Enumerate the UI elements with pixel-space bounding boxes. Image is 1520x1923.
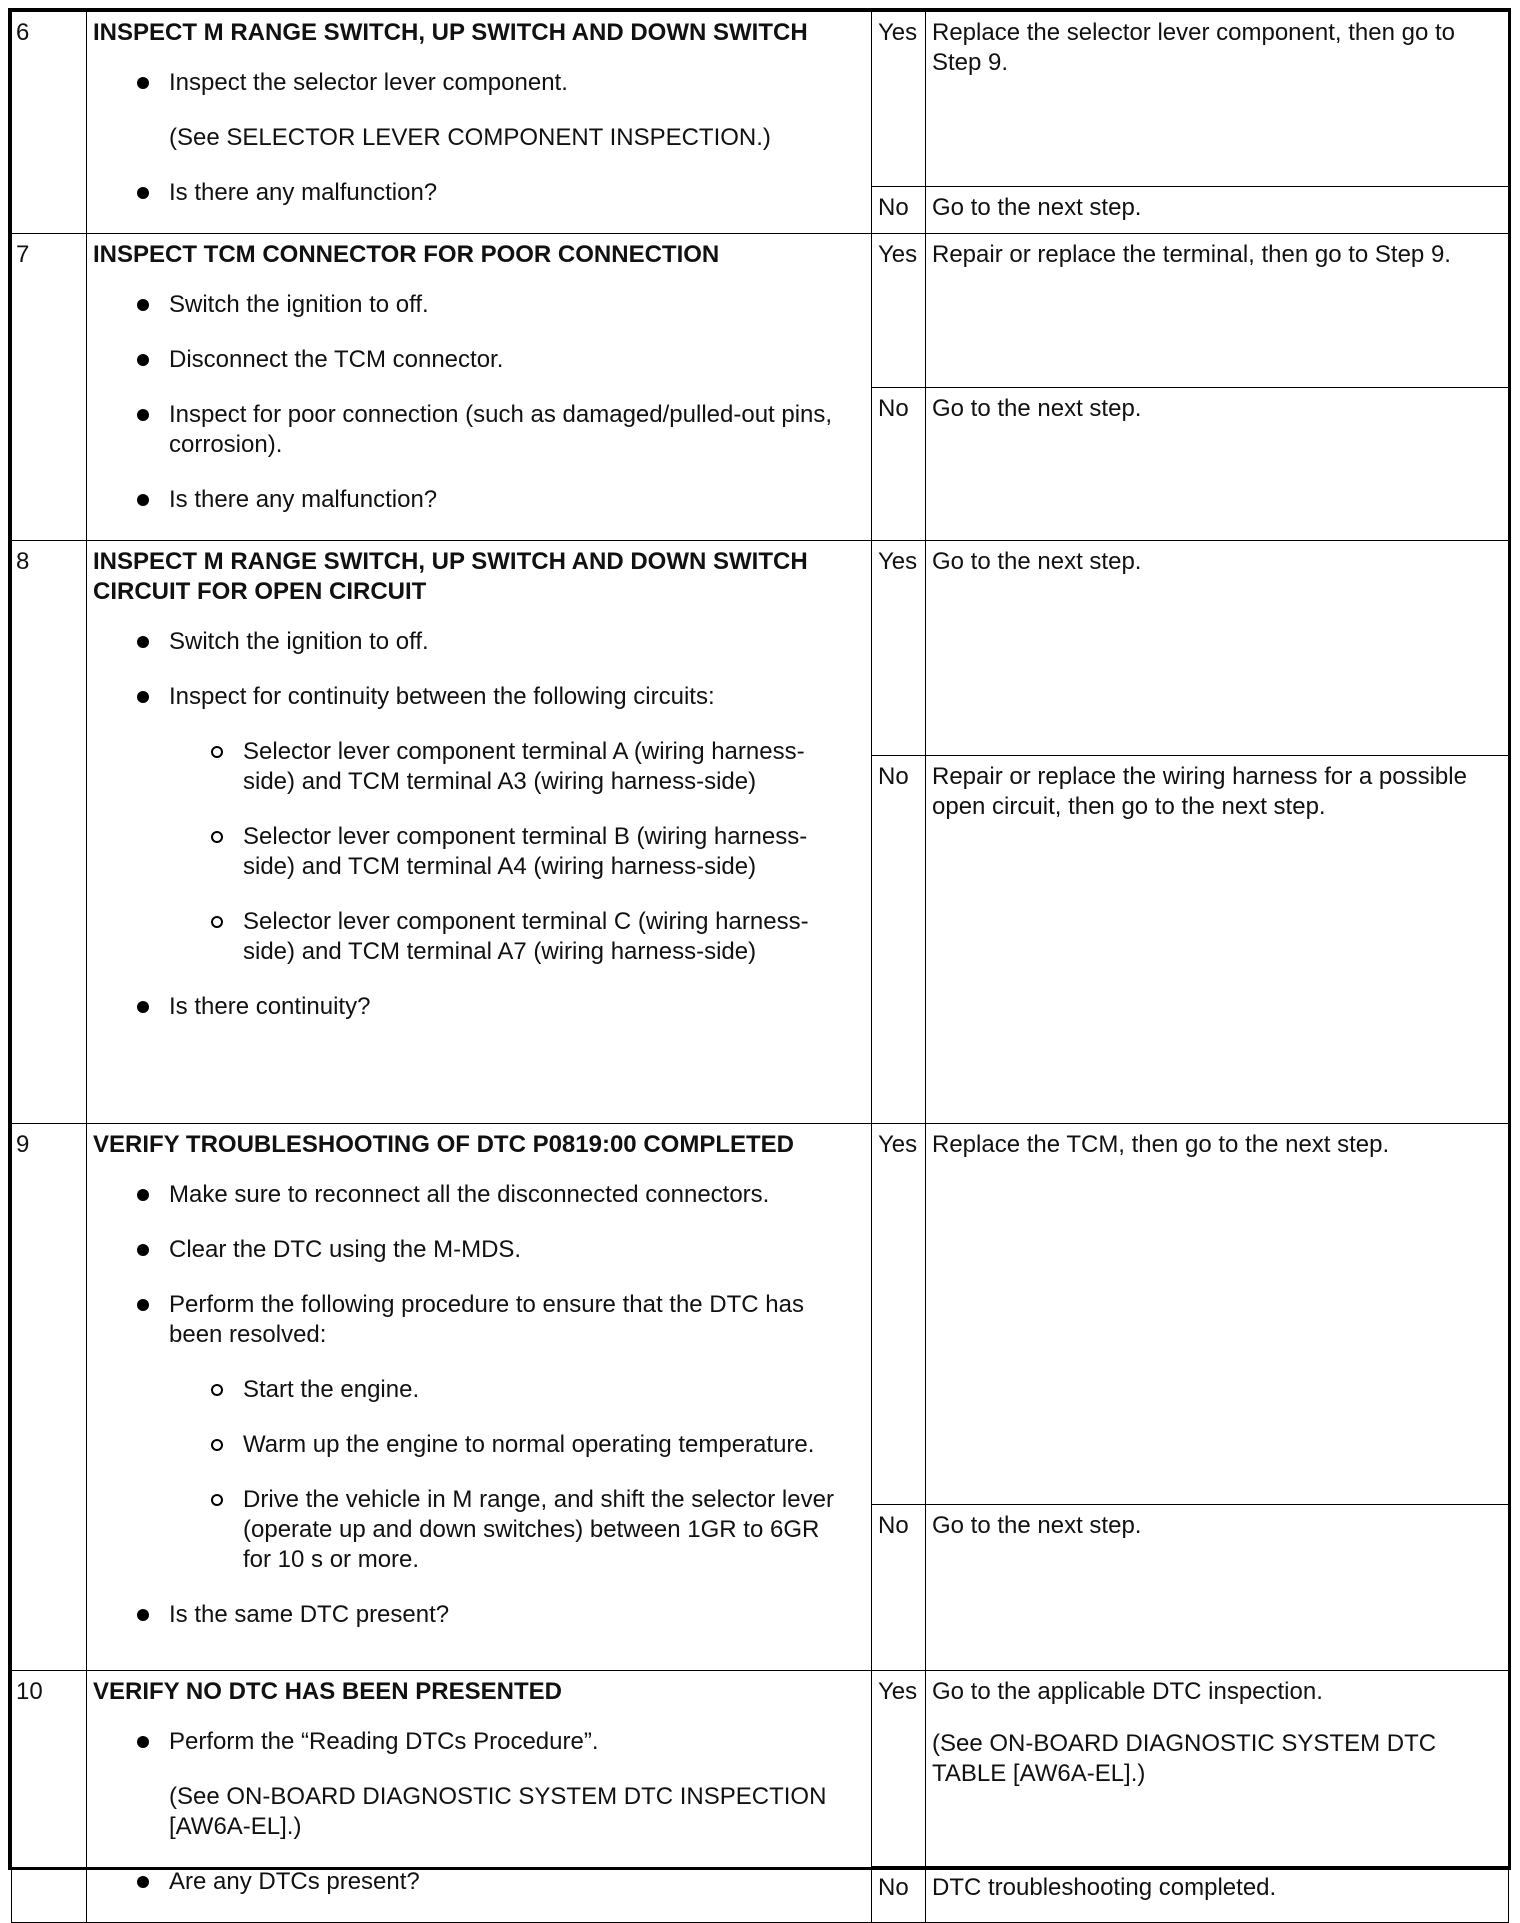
diagnostic-procedure-sheet [8, 8, 1511, 1901]
yes-action: Replace the TCM, then go to the next step. [926, 1124, 1509, 1505]
step-number: 6 [12, 12, 87, 234]
circle-bullet-icon [211, 831, 223, 843]
yes-action: Go to the next step. [926, 541, 1509, 756]
bullet-icon [137, 299, 149, 311]
step-description [87, 234, 872, 541]
subbullet-item: Selector lever component terminal C (wiring harness-side) and TCM terminal A7 (wiring harness-side) [93, 907, 853, 967]
bullet-item: Is there any malfunction? [93, 178, 853, 208]
bullet-icon [137, 354, 149, 366]
yes-action: Go to the applicable DTC inspection. [932, 1678, 1323, 1705]
subbullet-item: Warm up the engine to normal operating temperature. [93, 1430, 853, 1460]
subbullet-item: Start the engine. [93, 1375, 853, 1405]
bullet-icon [137, 1299, 149, 1311]
no-action: Repair or replace the wiring harness for a possible open circuit, then go to the next step. [926, 756, 1509, 1124]
step-number: 8 [12, 541, 87, 1124]
yes-label: Yes [872, 541, 926, 756]
no-action: DTC troubleshooting completed. [926, 1866, 1509, 1922]
step-description [87, 12, 872, 234]
reference-note: (See SELECTOR LEVER COMPONENT INSPECTION.) [169, 124, 771, 151]
bullet-item: Inspect for continuity between the following circuits: [93, 682, 853, 712]
bullet-item: Are any DTCs present? [93, 1867, 853, 1897]
subbullet-item: Drive the vehicle in M range, and shift the selector lever (operate up and down switches) between 1GR to 6GR for 10 s or more. [93, 1485, 853, 1575]
bullet-icon [137, 1876, 149, 1888]
reference-note: (See ON-BOARD DIAGNOSTIC SYSTEM DTC INSPECTION [AW6A-EL].) [169, 1783, 827, 1840]
bullet-item: Is there any malfunction? [93, 485, 853, 515]
yes-label: Yes [872, 1671, 926, 1867]
bullet-list [93, 290, 853, 515]
circle-bullet-icon [211, 1494, 223, 1506]
step-row-6 [12, 12, 1509, 187]
subbullet-item: Selector lever component terminal B (wiring harness-side) and TCM terminal A4 (wiring harness-side) [93, 822, 853, 882]
bullet-item: Inspect for poor connection (such as damaged/pulled-out pins, corrosion). [93, 400, 853, 460]
circle-bullet-icon [211, 916, 223, 928]
circle-bullet-icon [211, 746, 223, 758]
no-action: Go to the next step. [926, 187, 1509, 234]
bullet-item: Inspect the selector lever component. [93, 68, 853, 98]
step-title: VERIFY TROUBLESHOOTING OF DTC P0819:00 COMPLETED [93, 1131, 794, 1158]
yes-label: Yes [872, 12, 926, 187]
yes-label: Yes [872, 234, 926, 388]
step-description [87, 1671, 872, 1923]
bullet-item: Switch the ignition to off. [93, 290, 853, 320]
bullet-list [93, 178, 853, 208]
step-number: 9 [12, 1124, 87, 1671]
bullet-item: Make sure to reconnect all the disconnected connectors. [93, 1180, 853, 1210]
no-label: No [872, 187, 926, 234]
reference-note: (See ON-BOARD DIAGNOSTIC SYSTEM DTC TABLE [AW6A-EL].) [932, 1730, 1437, 1787]
yes-action: Replace the selector lever component, then go to Step 9. [926, 12, 1509, 187]
no-label: No [872, 387, 926, 541]
step-title: INSPECT M RANGE SWITCH, UP SWITCH AND DOWN SWITCH CIRCUIT FOR OPEN CIRCUIT [93, 548, 808, 605]
bullet-item: Perform the following procedure to ensure that the DTC has been resolved: [93, 1290, 853, 1350]
step-description [87, 1124, 872, 1671]
step-number: 10 [12, 1671, 87, 1923]
step-row-9 [12, 1124, 1509, 1505]
no-label: No [872, 1505, 926, 1671]
step-title: VERIFY NO DTC HAS BEEN PRESENTED [93, 1678, 562, 1705]
no-label: No [872, 1866, 926, 1922]
yes-label: Yes [872, 1124, 926, 1505]
step-title: INSPECT TCM CONNECTOR FOR POOR CONNECTION [93, 241, 720, 268]
bullet-list [93, 68, 853, 98]
bullet-icon [137, 187, 149, 199]
bullet-list [93, 1867, 853, 1897]
bullet-icon [137, 409, 149, 421]
no-action: Go to the next step. [926, 1505, 1509, 1671]
yes-action: Repair or replace the terminal, then go to Step 9. [926, 234, 1509, 388]
bullet-icon [137, 1244, 149, 1256]
bullet-item: Switch the ignition to off. [93, 627, 853, 657]
bullet-list [93, 1727, 853, 1757]
step-row-10 [12, 1671, 1509, 1867]
bullet-icon [137, 691, 149, 703]
bullet-list [93, 1180, 853, 1630]
bullet-item: Clear the DTC using the M-MDS. [93, 1235, 853, 1265]
no-action: Go to the next step. [926, 387, 1509, 541]
no-label: No [872, 756, 926, 1124]
circle-bullet-icon [211, 1384, 223, 1396]
bullet-item: Disconnect the TCM connector. [93, 345, 853, 375]
bullet-list [93, 627, 853, 1022]
bullet-item: Is the same DTC present? [93, 1600, 853, 1630]
bullet-icon [137, 1609, 149, 1621]
bullet-icon [137, 1001, 149, 1013]
step-title: INSPECT M RANGE SWITCH, UP SWITCH AND DOWN SWITCH [93, 19, 808, 46]
step-number: 7 [12, 234, 87, 541]
bullet-item: Perform the “Reading DTCs Procedure”. [93, 1727, 853, 1757]
diagnostic-table [11, 11, 1509, 1923]
subbullet-item: Selector lever component terminal A (wiring harness-side) and TCM terminal A3 (wiring harness-side) [93, 737, 853, 797]
bullet-icon [137, 494, 149, 506]
bullet-item: Is there continuity? [93, 992, 853, 1022]
bullet-icon [137, 77, 149, 89]
bullet-icon [137, 1189, 149, 1201]
step-description [87, 541, 872, 1124]
circle-bullet-icon [211, 1439, 223, 1451]
bullet-icon [137, 1736, 149, 1748]
yes-action-cell [926, 1671, 1509, 1867]
step-row-8 [12, 541, 1509, 756]
step-row-7 [12, 234, 1509, 388]
bullet-icon [137, 636, 149, 648]
